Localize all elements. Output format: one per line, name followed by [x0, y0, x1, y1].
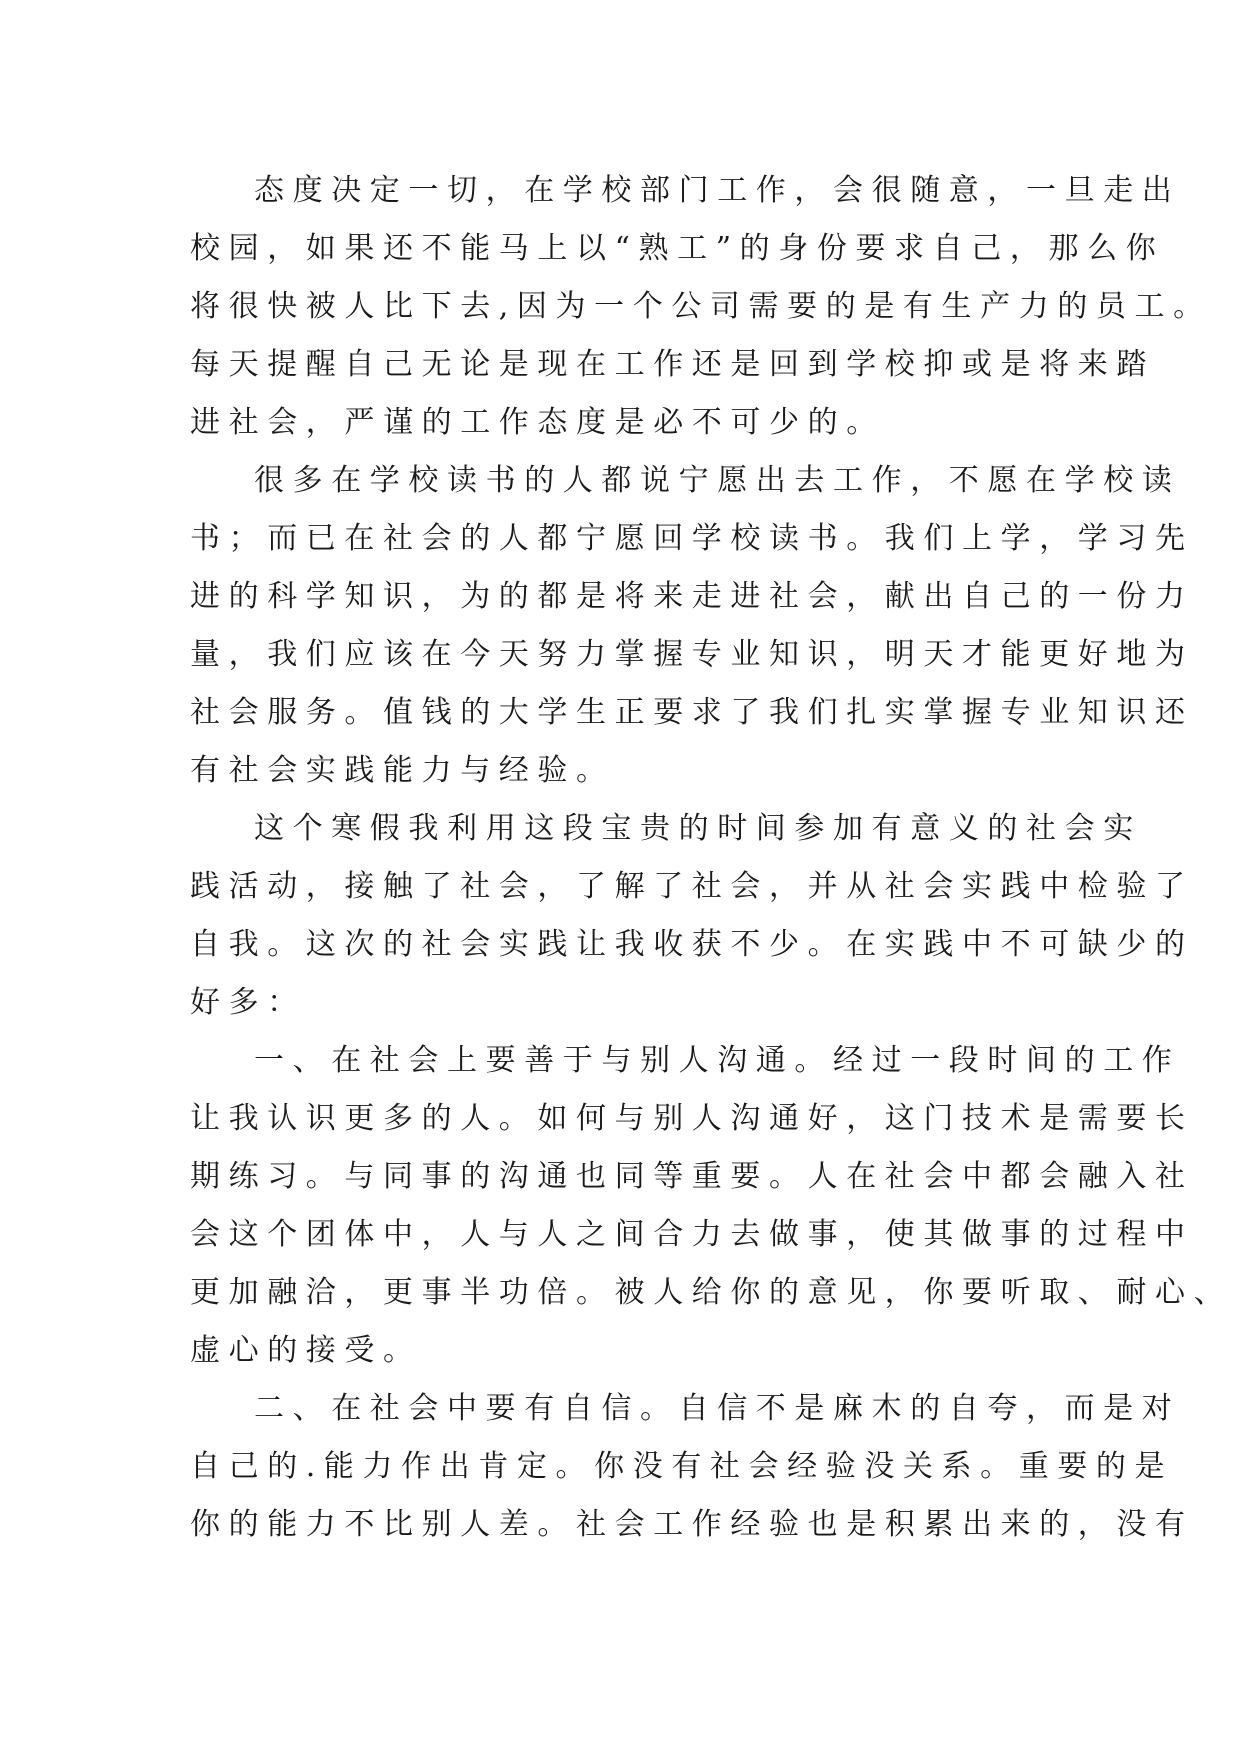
text-line: 将很快被人比下去,因为一个公司需要的是有生产力的员工。: [190, 289, 1212, 324]
text-line: 会这个团体中，人与人之间合力去做事，使其做事的过程中: [190, 1217, 1194, 1252]
text-line: 社会服务。值钱的大学生正要求了我们扎实掌握专业知识还: [190, 695, 1194, 730]
text-line: 你的能力不比别人差。社会工作经验也是积累出来的，没有: [190, 1507, 1194, 1542]
text-line: 期练习。与同事的沟通也同等重要。人在社会中都会融入社: [190, 1159, 1194, 1194]
text-line: 书；而已在社会的人都宁愿回学校读书。我们上学，学习先: [190, 521, 1194, 556]
paragraph-3: [190, 800, 1194, 1032]
paragraph-2: [190, 452, 1194, 800]
text-line: 量，我们应该在今天努力掌握专业知识，明天才能更好地为: [190, 637, 1194, 672]
paragraph-1: [190, 162, 1212, 452]
text-line: 很多在学校读书的人都说宁愿出去工作，不愿在学校读: [254, 463, 1181, 498]
text-line: 一、在社会上要善于与别人沟通。经过一段时间的工作: [254, 1043, 1181, 1078]
document-body: [190, 162, 1233, 1554]
text-line: 每天提醒自己无论是现在工作还是回到学校抑或是将来踏: [190, 347, 1155, 382]
text-line: 虚心的接受。: [190, 1333, 422, 1368]
text-line: 自我。这次的社会实践让我收获不少。在实践中不可缺少的: [190, 927, 1194, 962]
text-line: 这个寒假我利用这段宝贵的时间参加有意义的社会实: [254, 811, 1142, 846]
text-line: 践活动，接触了社会，了解了社会，并从社会实践中检验了: [190, 869, 1194, 904]
text-line: 态度决定一切，在学校部门工作，会很随意，一旦走出: [254, 173, 1181, 208]
text-line: 进的科学知识，为的都是将来走进社会，献出自己的一份力: [190, 579, 1194, 614]
text-line: 二、在社会中要有自信。自信不是麻木的自夸，而是对: [254, 1391, 1181, 1426]
text-line: 有社会实践能力与经验。: [190, 753, 615, 788]
paragraph-4: [190, 1032, 1233, 1380]
text-line: 校园，如果还不能马上以“熟工”的身份要求自己，那么你: [190, 231, 1165, 266]
text-line: 更加融洽，更事半功倍。被人给你的意见，你要听取、耐心、: [190, 1275, 1233, 1310]
text-line: 好多：: [190, 985, 306, 1020]
paragraph-5: [190, 1380, 1194, 1554]
text-line: 自己的.能力作出肯定。你没有社会经验没关系。重要的是: [190, 1449, 1174, 1484]
text-line: 进社会，严谨的工作态度是必不可少的。: [190, 405, 885, 440]
text-line: 让我认识更多的人。如何与别人沟通好，这门技术是需要长: [190, 1101, 1194, 1136]
